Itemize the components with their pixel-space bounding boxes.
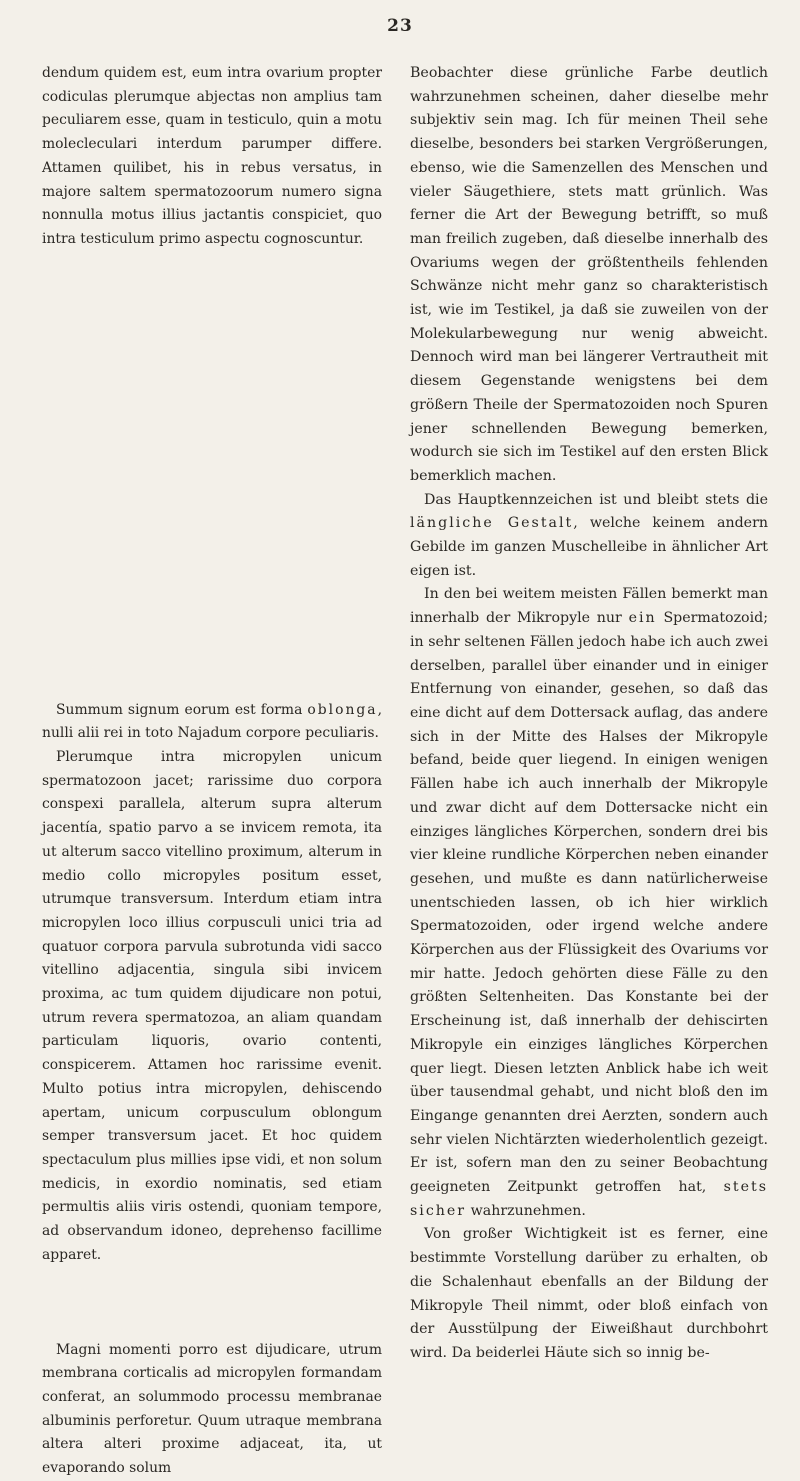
page-number: 23: [387, 16, 413, 36]
german-paragraph-2: Das Hauptkennzeichen ist und bleibt stets die längliche Gestalt, welche keinem andern Gebilde im ganzen Muschelleibe in ähnlicher Art eigen ist.: [410, 491, 768, 579]
emphasis: stets sicher: [410, 1179, 768, 1219]
latin-paragraph-1: dendum quidem est, eum intra ovarium propter codiculas plerumque abjectas non amplius tam peculiarem esse, quam in testiculo, quin a motu molecleculari interdum parumper differe. Attamen quilibet, his in rebus versatus, in majore saltem spermatozoorum numero signa nonnulla motus illius jactantis conspiciet, quo intra testiculum primo aspectu cognoscuntur.: [42, 65, 382, 247]
german-paragraph-3: In den bei weitem meisten Fällen bemerkt man innerhalb der Mikropyle nur ein Spermatozoid; in sehr seltenen Fällen jedoch habe ich auch zwei derselben, parallel über einander und in einiger Entfernung von einander, gesehen, so daß das eine dicht auf dem Dottersack auflag, das andere sich in der Mitte des Halses der Mikropyle befand, beide quer liegend. In einigen wenigen Fällen habe ich auch innerhalb der Mikropyle und zwar dicht auf dem Dottersacke nicht ein einziges längliches Körperchen, sondern drei bis vier kleine rundliche Körperchen neben einander gesehen, und mußte es dann natürlicherweise unentschieden lassen, ob ich hier wirklich Spermatozoiden, oder irgend welche andere Körperchen aus der Flüssigkeit des Ovariums vor mir hatte. Jedoch gehörten diese Fälle zu den größten Seltenheiten. Das Konstante bei der Erscheinung ist, daß innerhalb der dehiscirten Mikropyle ein einziges längliches Körperchen quer liegt. Diesen letzten Anblick habe ich weit über tausendmal gehabt, und nicht bloß den im Eingange genannten drei Aerzten, sondern auch sehr vielen Nichtärzten wiederholentlich gezeigt. Er ist, sofern man den zu seiner Beobachtung geeigneten Zeitpunkt getroffen hat, stets sicher wahrzunehmen.: [410, 586, 769, 1219]
latin-column: [42, 62, 382, 1481]
latin-paragraph-4: Magni momenti porro est dijudicare, utrum membrana corticalis ad micropylen formandam conferat, an solummodo processu membranae albuminis perforetur. Quum utraque membrana altera alteri proxime adjaceat, ita, ut evaporando solum: [42, 1341, 382, 1477]
german-paragraph-1: Beobachter diese grünliche Farbe deutlich wahrzunehmen scheinen, daher dieselbe mehr subjektiv sein mag. Ich für meinen Theil sehe dieselbe, besonders bei starken Vergrößerungen, ebenso, wie die Samenzellen des Menschen und vieler Säugethiere, stets matt grünlich. Was ferner die Art der Bewegung betrifft, so muß man freilich zugeben, daß dieselbe innerhalb des Ovariums wegen der größtentheils fehlenden Schwänze nicht mehr ganz so charakteristisch ist, wie im Testikel, ja daß sie zuweilen von der Molekularbewegung nur wenig abweicht. Dennoch wird man bei längerer Vertrautheit mit diesem Gegenstande wenigstens bei dem größern Theile der Spermatozoiden noch Spuren jener schnellenden Bewegung bemerken, wodurch sie sich im Testikel auf den ersten Blick bemerklich machen.: [410, 65, 768, 484]
german-paragraph-4: Von großer Wichtigkeit ist es ferner, eine bestimmte Vorstellung darüber zu erhalten, ob die Schalenhaut ebenfalls an der Bildung der Mikropyle Theil nimmt, oder bloß einfach von der Ausstülpung der Eiweißhaut durchbohrt wird. Da beiderlei Häute sich so innig be-: [410, 1226, 768, 1361]
latin-paragraph-2: Summum signum eorum est forma oblonga, nulli alii rei in toto Najadum corpore peculiaris.: [42, 701, 382, 742]
emphasis: längliche Gestalt: [410, 515, 574, 532]
emphasis: oblonga: [307, 701, 378, 718]
latin-paragraph-3: Plerumque intra micropylen unicum spermatozoon jacet; rarissime duo corpora conspexi parallela, alterum supra alterum jacentía, spatio parvo a se invicem remota, ita ut alterum sacco vitellino proximum, alterum in medio collo micropyles positum esset, utrumque transversum. Interdum etiam intra micropylen loco illius corpusculi unici tria ad quatuor corpora parvula subrotunda vidi sacco vitellino adjacentia, singula sibi invicem proxima, ac tum quidem dijudicare non potui, utrum revera spermatozoa, an aliam quandam particulam liquoris, ovario contenti, conspicerem. Attamen hoc rarissime evenit. Multo potius intra micropylen, dehiscendo apertam, unicum corpusculum oblongum semper transversum jacet. Et hoc quidem spectaculum plus millies ipse vidi, et non solum medicis, in exordio nominatis, sed etiam permultis aliis viris ostendi, quoniam tempore, ad observandum idoneo, deprehenso facillime apparet.: [42, 749, 382, 1263]
emphasis: ein: [628, 610, 657, 627]
german-column: [410, 62, 768, 1366]
